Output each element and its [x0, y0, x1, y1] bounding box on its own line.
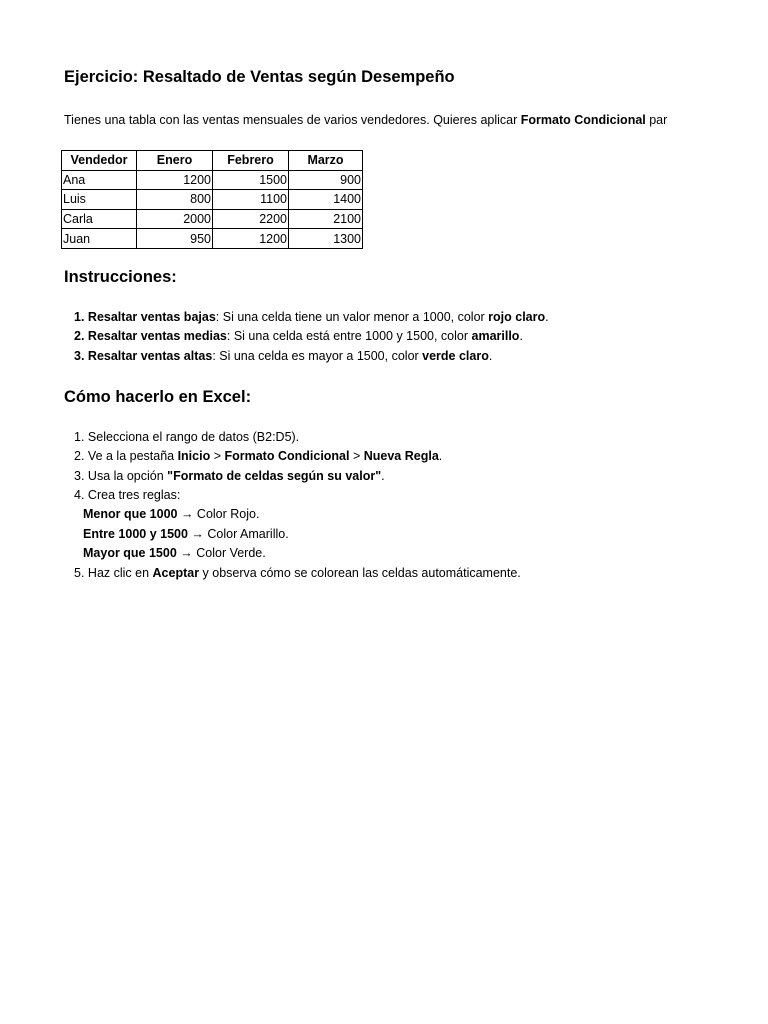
intro-text: Tienes una tabla con las ventas mensuales de varios vendedores. Quieres aplicar — [64, 113, 521, 127]
item-end: . — [545, 310, 549, 324]
step-end: . — [381, 469, 385, 483]
step-text: Ve a la pestaña — [87, 449, 178, 463]
table-cell: 1300 — [289, 229, 363, 249]
step-bold-option: "Formato de celdas según su valor" — [167, 469, 382, 483]
item-text: : Si una celda tiene un valor menor a 1000, color — [215, 310, 489, 324]
table-cell: 1400 — [289, 190, 363, 210]
howto-heading: Cómo hacerlo en Excel: — [64, 388, 252, 406]
table-cell: 2100 — [289, 209, 363, 229]
step-text: Haz clic en — [87, 566, 153, 580]
item-color: amarillo — [471, 329, 520, 343]
rule-item-3 — [83, 546, 266, 560]
step-number: 1. — [74, 430, 85, 444]
table-cell: 2200 — [213, 209, 289, 229]
table-cell: 800 — [137, 190, 213, 210]
howto-step-1 — [74, 430, 299, 444]
step-bold-regla: Nueva Regla — [363, 449, 439, 463]
rule-text: → Color Amarillo. — [187, 527, 289, 541]
item-end: . — [488, 349, 493, 363]
step-number: 5. — [74, 566, 85, 580]
table-row — [62, 170, 363, 190]
step-bold-inicio: Inicio — [177, 449, 211, 463]
table-cell: Ana — [62, 170, 137, 190]
item-label: Resaltar ventas medias — [87, 329, 227, 343]
page-title: Ejercicio: Resaltado de Ventas según Desempeño — [64, 68, 455, 86]
howto-step-3 — [74, 469, 385, 483]
step-separator: > — [349, 449, 364, 463]
step-text: Selecciona el rango de datos (B2:D5). — [87, 430, 300, 444]
item-number: 1. — [74, 310, 85, 324]
instruction-item-2 — [74, 329, 523, 343]
table-header-row — [62, 151, 363, 171]
rule-label: Entre 1000 y 1500 — [83, 527, 188, 541]
table-cell: Juan — [62, 229, 137, 249]
step-text: Crea tres reglas: — [87, 488, 181, 502]
item-number: 2. — [74, 329, 85, 343]
step-number: 2. — [74, 449, 85, 463]
table-row — [62, 190, 363, 210]
table-cell: 900 — [289, 170, 363, 190]
item-label: Resaltar ventas altas — [87, 349, 213, 363]
table-row — [62, 229, 363, 249]
intro-text-after: par — [645, 113, 668, 127]
table-cell: Luis — [62, 190, 137, 210]
rule-label: Mayor que 1500 — [83, 546, 177, 560]
howto-step-2 — [74, 449, 442, 463]
step-end: . — [438, 449, 443, 463]
item-number: 3. — [74, 349, 85, 363]
item-text: : Si una celda es mayor a 1500, color — [212, 349, 423, 363]
rule-label: Menor que 1000 — [83, 507, 178, 521]
instruction-item-3 — [74, 349, 492, 363]
step-bold-formato: Formato Condicional — [224, 449, 350, 463]
step-number: 4. — [74, 488, 85, 502]
step-separator: > — [210, 449, 225, 463]
item-color: verde claro — [422, 349, 489, 363]
table-row — [62, 209, 363, 229]
item-end: . — [519, 329, 523, 343]
howto-step-5 — [74, 566, 521, 580]
table-cell: 1100 — [213, 190, 289, 210]
table-cell: 1500 — [213, 170, 289, 190]
intro-paragraph — [64, 113, 668, 127]
table-cell: 950 — [137, 229, 213, 249]
instruction-item-1 — [74, 310, 549, 324]
item-text: : Si una celda está entre 1000 y 1500, color — [226, 329, 472, 343]
howto-step-4 — [74, 488, 180, 502]
column-header-marzo: Marzo — [289, 151, 363, 171]
item-color: rojo claro — [488, 310, 546, 324]
rule-item-1 — [83, 507, 259, 521]
item-label: Resaltar ventas bajas — [87, 310, 216, 324]
column-header-enero: Enero — [137, 151, 213, 171]
step-bold-aceptar: Aceptar — [152, 566, 200, 580]
step-end: y observa cómo se colorean las celdas automáticamente. — [199, 566, 521, 580]
table-cell: 1200 — [213, 229, 289, 249]
intro-bold: Formato Condicional — [520, 113, 646, 127]
table-cell: 1200 — [137, 170, 213, 190]
rule-text: → Color Rojo. — [177, 507, 260, 521]
table-cell: 2000 — [137, 209, 213, 229]
rule-item-2 — [83, 527, 289, 541]
rule-text: → Color Verde. — [176, 546, 266, 560]
step-text: Usa la opción — [87, 469, 168, 483]
table-cell: Carla — [62, 209, 137, 229]
column-header-vendedor: Vendedor — [62, 151, 137, 171]
step-number: 3. — [74, 469, 85, 483]
sales-table — [61, 150, 363, 249]
column-header-febrero: Febrero — [213, 151, 289, 171]
instructions-heading: Instrucciones: — [64, 268, 177, 286]
